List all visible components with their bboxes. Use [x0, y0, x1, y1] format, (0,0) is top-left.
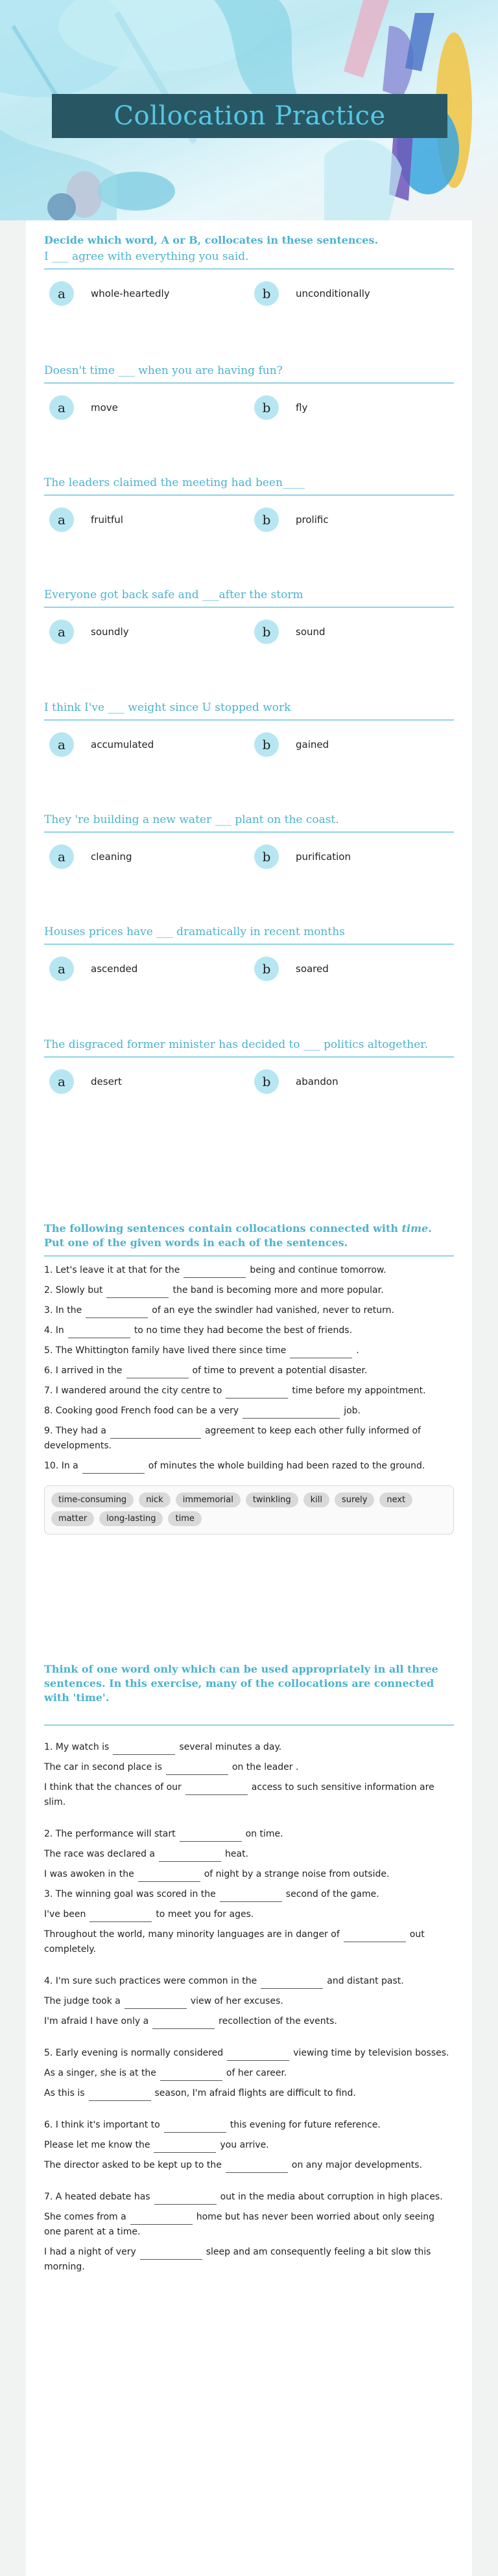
option-letter-badge: a [49, 620, 74, 644]
option-letter-badge: a [49, 732, 74, 757]
option-letter-badge: b [254, 620, 279, 644]
sentence-text: this evening for future reference. [230, 2120, 381, 2130]
gap-sentence [44, 1323, 454, 1338]
sentence-text: heat. [225, 1849, 249, 1859]
word-chip[interactable]: long-lasting [99, 1511, 163, 1526]
sentence-text: 7. I wandered around the city centre to [44, 1386, 222, 1396]
sentence-text: season, I'm afraid flights are difficult to find. [154, 2088, 356, 2098]
gap-sentence [44, 1994, 454, 2009]
sentence-text: you arrive. [220, 2140, 269, 2150]
answer-blank[interactable] [154, 2192, 217, 2205]
instruction-text: The following sentences contain collocations connected with [44, 1222, 402, 1235]
mcq-question [44, 924, 454, 981]
option-a[interactable] [44, 957, 249, 981]
answer-blank[interactable] [185, 1783, 248, 1795]
instruction-emphasis: time [401, 1222, 429, 1235]
mcq-question [44, 587, 454, 644]
sentence-text: I was awoken in the [44, 1869, 134, 1879]
gap-sentence [44, 2014, 454, 2029]
gap-sentence [44, 2046, 454, 2061]
gap-sentence [44, 2066, 454, 2081]
option-letter-badge: a [49, 957, 74, 981]
sentence-text: She comes from a [44, 2212, 126, 2222]
word-chip[interactable]: nick [139, 1492, 171, 1507]
answer-options [44, 507, 454, 532]
option-b[interactable] [249, 620, 454, 644]
answer-blank[interactable] [126, 1366, 189, 1378]
option-b[interactable] [249, 281, 454, 306]
answer-blank[interactable] [89, 1910, 152, 1922]
answer-options [44, 395, 454, 420]
question-group [44, 2046, 454, 2101]
gap-sentence [44, 2245, 454, 2275]
sentence-text: 2. The performance will start [44, 1829, 176, 1839]
gap-sentence [44, 1760, 454, 1775]
option-text: gained [296, 739, 329, 750]
mcq-instruction: Decide which word, A or B, collocates in these sentences. [44, 234, 379, 246]
sentence-text: 5. The Whittington family have lived there since time [44, 1345, 287, 1356]
sentence-text: being and continue tomorrow. [250, 1265, 386, 1275]
sentence-text: 6. I think it's important to [44, 2120, 160, 2130]
sentence-text: out in the media about corruption in high places. [220, 2192, 443, 2202]
answer-blank[interactable] [184, 1266, 246, 1278]
sentence-text: to meet you for ages. [156, 1909, 254, 1920]
word-chip[interactable]: time [168, 1511, 201, 1526]
gap-sentence [44, 1459, 454, 1474]
sentence-text: of time to prevent a potential disaster. [192, 1365, 368, 1376]
word-chip[interactable]: twinkling [246, 1492, 298, 1507]
mcq-question [44, 475, 454, 532]
header-banner [0, 0, 498, 220]
title-bar [52, 94, 447, 138]
answer-options [44, 732, 454, 757]
option-a[interactable] [44, 1069, 249, 1094]
gap-sentence [44, 1867, 454, 1882]
option-text: accumulated [91, 739, 154, 750]
sentence-text: on time. [245, 1829, 283, 1839]
sentence-text: home but has never been worried about only seeing one parent at a time. [44, 2212, 434, 2237]
gap-sentence [44, 1384, 454, 1398]
option-text: prolific [296, 514, 329, 526]
answer-blank[interactable] [180, 1829, 242, 1842]
sentence-text: the band is becoming more and more popular. [172, 1285, 384, 1295]
word-chip[interactable]: time-consuming [51, 1492, 134, 1507]
option-text: cleaning [91, 851, 132, 863]
gap-sentence [44, 1974, 454, 1989]
sentence-text: recollection of the events. [219, 2016, 337, 2026]
answer-options [44, 844, 454, 869]
option-letter-badge: b [254, 507, 279, 532]
section-instruction: Think of one word only which can be used appropriately in all three sentences. In this exercise, many of the collocations are connected with 'time'. [44, 1663, 438, 1704]
question-group [44, 1740, 454, 1810]
sentence-text: second of the game. [285, 1889, 379, 1899]
answer-blank[interactable] [138, 1870, 200, 1882]
gap-sentence [44, 1847, 454, 1862]
answer-options [44, 281, 454, 306]
word-chip[interactable]: next [379, 1492, 412, 1507]
sentence-text: sleep and am consequently feeling a bit slow this morning. [44, 2247, 431, 2272]
gap-sentence [44, 1263, 454, 1278]
sentence-text: As this is [44, 2088, 85, 2098]
option-text: fly [296, 402, 308, 413]
option-letter-badge: a [49, 844, 74, 869]
sentence-text: The director asked to be kept up to the [44, 2160, 222, 2170]
gap-sentence [44, 2158, 454, 2173]
answer-blank[interactable] [154, 2141, 216, 2153]
answer-blank[interactable] [68, 1326, 130, 1338]
mcq-question [44, 700, 454, 757]
answer-options [44, 620, 454, 644]
sentence-text: and distant past. [327, 1976, 404, 1986]
sentence-text: 1. My watch is [44, 1742, 110, 1752]
answer-blank[interactable] [82, 1461, 145, 1474]
gap-sentence [44, 1283, 454, 1298]
option-a[interactable] [44, 620, 249, 644]
gap-sentence [44, 1424, 454, 1454]
gap-fill-section [44, 1222, 454, 1535]
sentence-text: to no time they had become the best of friends. [134, 1325, 353, 1336]
question-text: Everyone got back safe and ___after the storm [44, 587, 454, 608]
sentence-text: agreement to keep each other fully informed of developments. [44, 1426, 421, 1451]
sentence-text: The race was declared a [44, 1849, 156, 1859]
question-text: I think I've ___ weight since U stopped work [44, 700, 454, 721]
option-text: soared [296, 963, 329, 975]
option-letter-badge: b [254, 1069, 279, 1094]
option-a[interactable] [44, 732, 249, 757]
gap-sentence [44, 1780, 454, 1810]
sentence-text: several minutes a day. [179, 1742, 282, 1752]
answer-blank[interactable] [344, 1930, 406, 1942]
sentence-text: 4. In [44, 1325, 64, 1336]
mcq-question [44, 249, 454, 306]
sentence-text: 9. They had a [44, 1426, 106, 1436]
gap-sentence [44, 1887, 454, 1902]
answer-options [44, 1069, 454, 1094]
option-text: whole-heartedly [91, 288, 170, 299]
option-letter-badge: b [254, 281, 279, 306]
option-text: abandon [296, 1076, 338, 1087]
option-letter-badge: b [254, 957, 279, 981]
sentence-text: on the leader . [231, 1762, 299, 1772]
sentence-text: The car in second place is [44, 1762, 162, 1772]
gap-sentence [44, 1404, 454, 1419]
option-letter-badge: b [254, 844, 279, 869]
divider [44, 1724, 454, 1726]
one-word-section [44, 1662, 454, 2292]
answer-blank[interactable] [166, 1763, 228, 1775]
sentence-text: viewing time by television bosses. [293, 2048, 449, 2058]
sentence-text: The judge took a [44, 1996, 121, 2006]
gap-sentence [44, 2118, 454, 2133]
option-b[interactable] [249, 957, 454, 981]
question-text: Houses prices have ___ dramatically in recent months [44, 924, 454, 945]
question-group [44, 1974, 454, 2029]
mcq-question [44, 812, 454, 869]
answer-blank[interactable] [243, 1406, 340, 1419]
sentence-text: job. [344, 1406, 361, 1416]
option-text: unconditionally [296, 288, 370, 299]
sentence-text: 3. In the [44, 1305, 82, 1316]
option-text: soundly [91, 626, 129, 638]
gap-sentence [44, 1363, 454, 1378]
answer-options [44, 957, 454, 981]
instruction-text: . Put one of the given words in each of the sentences. [44, 1222, 432, 1249]
question-group [44, 1827, 454, 1957]
page-title: Collocation Practice [113, 101, 386, 131]
option-letter-badge: a [49, 281, 74, 306]
answer-blank[interactable] [106, 1286, 169, 1298]
section-instruction [44, 1222, 454, 1250]
sentence-text: of her career. [226, 2068, 287, 2078]
option-text: purification [296, 851, 351, 863]
sentence-text: Please let me know the [44, 2140, 150, 2150]
word-chip[interactable]: immemorial [176, 1492, 241, 1507]
word-chip[interactable]: kill [303, 1492, 329, 1507]
answer-blank[interactable] [152, 2017, 215, 2029]
answer-blank[interactable] [86, 1306, 148, 1318]
word-chip[interactable]: surely [335, 1492, 374, 1507]
answer-blank[interactable] [261, 1977, 323, 1989]
sentence-text: of an eye the swindler had vanished, never to return. [152, 1305, 394, 1316]
sentence-text: time before my appointment. [292, 1386, 426, 1396]
option-letter-badge: b [254, 732, 279, 757]
sentence-text: 3. The winning goal was scored in the [44, 1889, 216, 1899]
sentence-text: 2. Slowly but [44, 1285, 103, 1295]
gap-sentence [44, 1343, 454, 1358]
answer-blank[interactable] [113, 1743, 175, 1755]
divider [44, 1255, 454, 1257]
option-letter-badge: a [49, 395, 74, 420]
option-b[interactable] [249, 844, 454, 869]
answer-blank[interactable] [160, 2069, 222, 2081]
sentence-text: view of her excuses. [190, 1996, 283, 2006]
answer-blank[interactable] [290, 1346, 352, 1358]
option-b[interactable] [249, 732, 454, 757]
answer-blank[interactable] [124, 1997, 187, 2009]
option-b[interactable] [249, 395, 454, 420]
answer-blank[interactable] [227, 2048, 289, 2061]
option-a[interactable] [44, 281, 249, 306]
answer-blank[interactable] [130, 2212, 193, 2225]
sentence-text: 6. I arrived in the [44, 1365, 123, 1376]
answer-blank[interactable] [226, 1386, 288, 1398]
word-bank [44, 1485, 454, 1535]
question-text: The disgraced former minister has decided to ___ politics altogether. [44, 1037, 454, 1058]
gap-sentence [44, 1740, 454, 1755]
sentence-text: out completely. [44, 1929, 425, 1955]
sentence-text: 8. Cooking good French food can be a very [44, 1406, 239, 1416]
gap-sentence [44, 1927, 454, 1957]
question-group [44, 2118, 454, 2173]
sentence-text: on any major developments. [291, 2160, 422, 2170]
option-text: move [91, 402, 118, 413]
sentence-text: 10. In a [44, 1461, 78, 1471]
option-a[interactable] [44, 395, 249, 420]
gap-sentence [44, 1303, 454, 1318]
option-a[interactable] [44, 507, 249, 532]
option-letter-badge: b [254, 395, 279, 420]
option-b[interactable] [249, 507, 454, 532]
sentence-text: 7. A heated debate has [44, 2192, 150, 2202]
question-text: Doesn't time ___ when you are having fun? [44, 363, 454, 384]
question-text: They 're building a new water ___ plant on the coast. [44, 812, 454, 833]
sentence-text: 5. Early evening is normally considered [44, 2048, 224, 2058]
option-a[interactable] [44, 844, 249, 869]
answer-blank[interactable] [89, 2089, 151, 2101]
question-text: The leaders claimed the meeting had been____ [44, 475, 454, 496]
answer-blank[interactable] [164, 2120, 226, 2133]
sentence-text: 4. I'm sure such practices were common in the [44, 1976, 257, 1986]
mcq-question [44, 1037, 454, 1094]
gap-sentence [44, 2190, 454, 2205]
option-b[interactable] [249, 1069, 454, 1094]
option-text: desert [91, 1076, 122, 1087]
question-group [44, 2190, 454, 2275]
gap-sentence [44, 1827, 454, 1842]
gap-sentence [44, 2210, 454, 2240]
sentence-text: As a singer, she is at the [44, 2068, 156, 2078]
gap-sentence [44, 1907, 454, 1922]
sentence-text: of night by a strange noise from outside. [204, 1869, 390, 1879]
answer-blank[interactable] [226, 2161, 288, 2173]
option-letter-badge: a [49, 507, 74, 532]
sentence-text: I think that the chances of our [44, 1782, 182, 1793]
answer-blank[interactable] [140, 2247, 202, 2260]
answer-blank[interactable] [220, 1890, 282, 1902]
option-letter-badge: a [49, 1069, 74, 1094]
sentence-text: access to such sensitive information are slim. [44, 1782, 434, 1807]
sentence-text: Throughout the world, many minority languages are in danger of [44, 1929, 340, 1940]
sentence-text: of minutes the whole building had been razed to the ground. [148, 1461, 425, 1471]
gap-sentence [44, 2086, 454, 2101]
answer-blank[interactable] [159, 1850, 221, 1862]
worksheet-card [26, 220, 472, 2576]
word-chip[interactable]: matter [51, 1511, 94, 1526]
question-text: I ___ agree with everything you said. [44, 249, 454, 270]
mcq-question [44, 363, 454, 420]
sentence-text: I'm afraid I have only a [44, 2016, 149, 2026]
sentence-text: I had a night of very [44, 2247, 136, 2257]
option-text: fruitful [91, 514, 123, 526]
gap-sentence [44, 2138, 454, 2153]
option-text: ascended [91, 963, 138, 975]
sentence-text: . [356, 1345, 359, 1356]
sentence-text: I've been [44, 1909, 86, 1920]
sentence-text: 1. Let's leave it at that for the [44, 1265, 180, 1275]
answer-blank[interactable] [110, 1426, 201, 1439]
option-text: sound [296, 626, 326, 638]
